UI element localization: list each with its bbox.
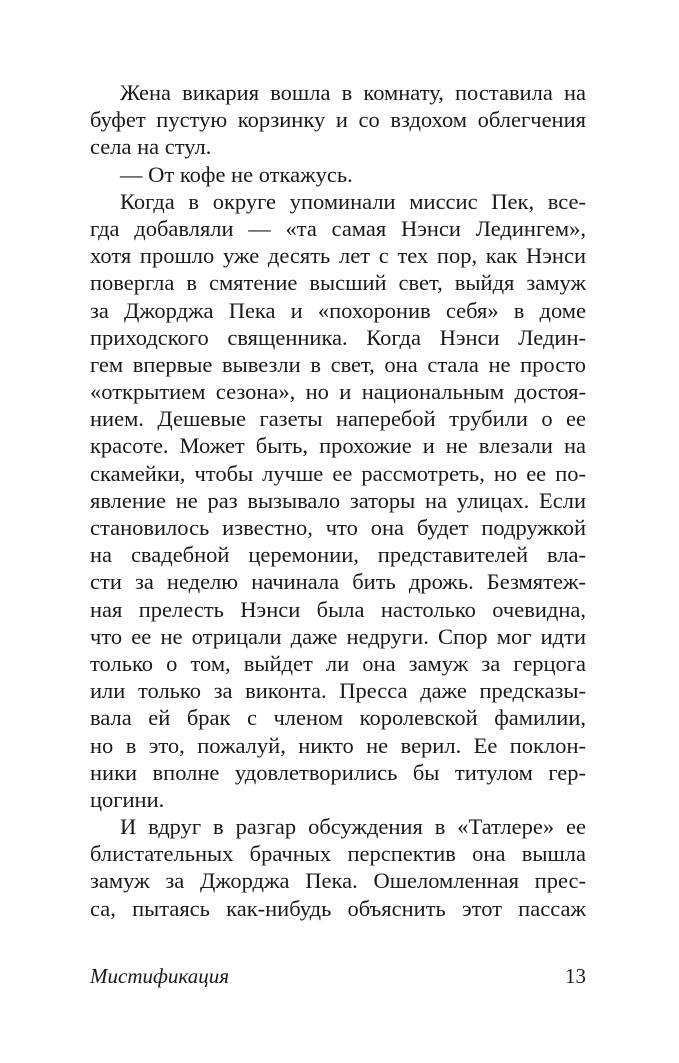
- text-line: становилось известно, что она будет подружкой: [90, 515, 586, 540]
- text-line: приходского священника. Когда Нэнси Ледин-: [90, 324, 586, 350]
- page-number: 13: [565, 964, 586, 988]
- text-line: Когда в округе упоминали миссис Пек, все-: [120, 188, 586, 214]
- text-line: гда добавляли — «та самая Нэнси Ледингем»,: [90, 215, 586, 241]
- text-line: вала ей брак с членом королевской фамилии,: [90, 705, 586, 731]
- text-line: только о том, выйдет ли она замуж за герцога: [90, 650, 586, 676]
- running-title: Мистификация: [90, 964, 229, 988]
- text-line: «открытием сезона», но и национальным достоя-: [90, 379, 586, 405]
- text-line: или только за виконта. Пресса даже предсказы-: [90, 678, 586, 704]
- text-line: ники вполне удовлетворились бы титулом гер-: [90, 759, 586, 785]
- text-line: са, пытаясь как-нибудь объяснить этот пассаж: [90, 895, 586, 921]
- text-line: Жена викария вошла в комнату, поставила на: [120, 80, 586, 105]
- text-line: но в это, пожалуй, никто не верил. Ее поклон-: [90, 732, 586, 758]
- page-footer: [90, 964, 586, 994]
- text-line: скамейки, чтобы лучше ее рассмотреть, но ее по-: [90, 460, 586, 486]
- text-line: сти за неделю начинала бить дрожь. Безмятеж-: [90, 569, 586, 595]
- text-line: села на стул.: [90, 134, 212, 160]
- text-line: цогини.: [90, 786, 165, 812]
- text-line: — От кофе не откажусь.: [120, 161, 353, 187]
- text-line: за Джорджа Пека и «похоронив себя» в доме: [90, 297, 586, 323]
- text-line: повергла в смятение высший свет, выйдя замуж: [90, 270, 586, 296]
- text-line: буфет пустую корзинку и со вздохом облегчения: [90, 107, 586, 133]
- text-line: что ее не отрицали даже недруги. Спор мог идти: [90, 623, 586, 649]
- text-line: гем впервые вывезли в свет, она стала не просто: [90, 351, 586, 377]
- text-line: ная прелесть Нэнси была настолько очевидна,: [90, 596, 586, 622]
- body-text: [90, 79, 586, 922]
- text-line: на свадебной церемонии, представителей вла-: [90, 542, 586, 568]
- text-line: красоте. Может быть, прохожие и не влезали на: [90, 433, 586, 459]
- text-line: нием. Дешевые газеты наперебой трубили о ее: [90, 406, 586, 432]
- text-line: замуж за Джорджа Пека. Ошеломленная прес-: [90, 868, 586, 894]
- text-line: явление не раз вызывало заторы на улицах. Если: [90, 487, 586, 513]
- text-line: хотя прошло уже десять лет с тех пор, как Нэнси: [90, 243, 586, 269]
- text-line: И вдруг в разгар обсуждения в «Татлере» ее: [120, 814, 586, 840]
- text-line: блистательных брачных перспектив она вышла: [90, 841, 586, 867]
